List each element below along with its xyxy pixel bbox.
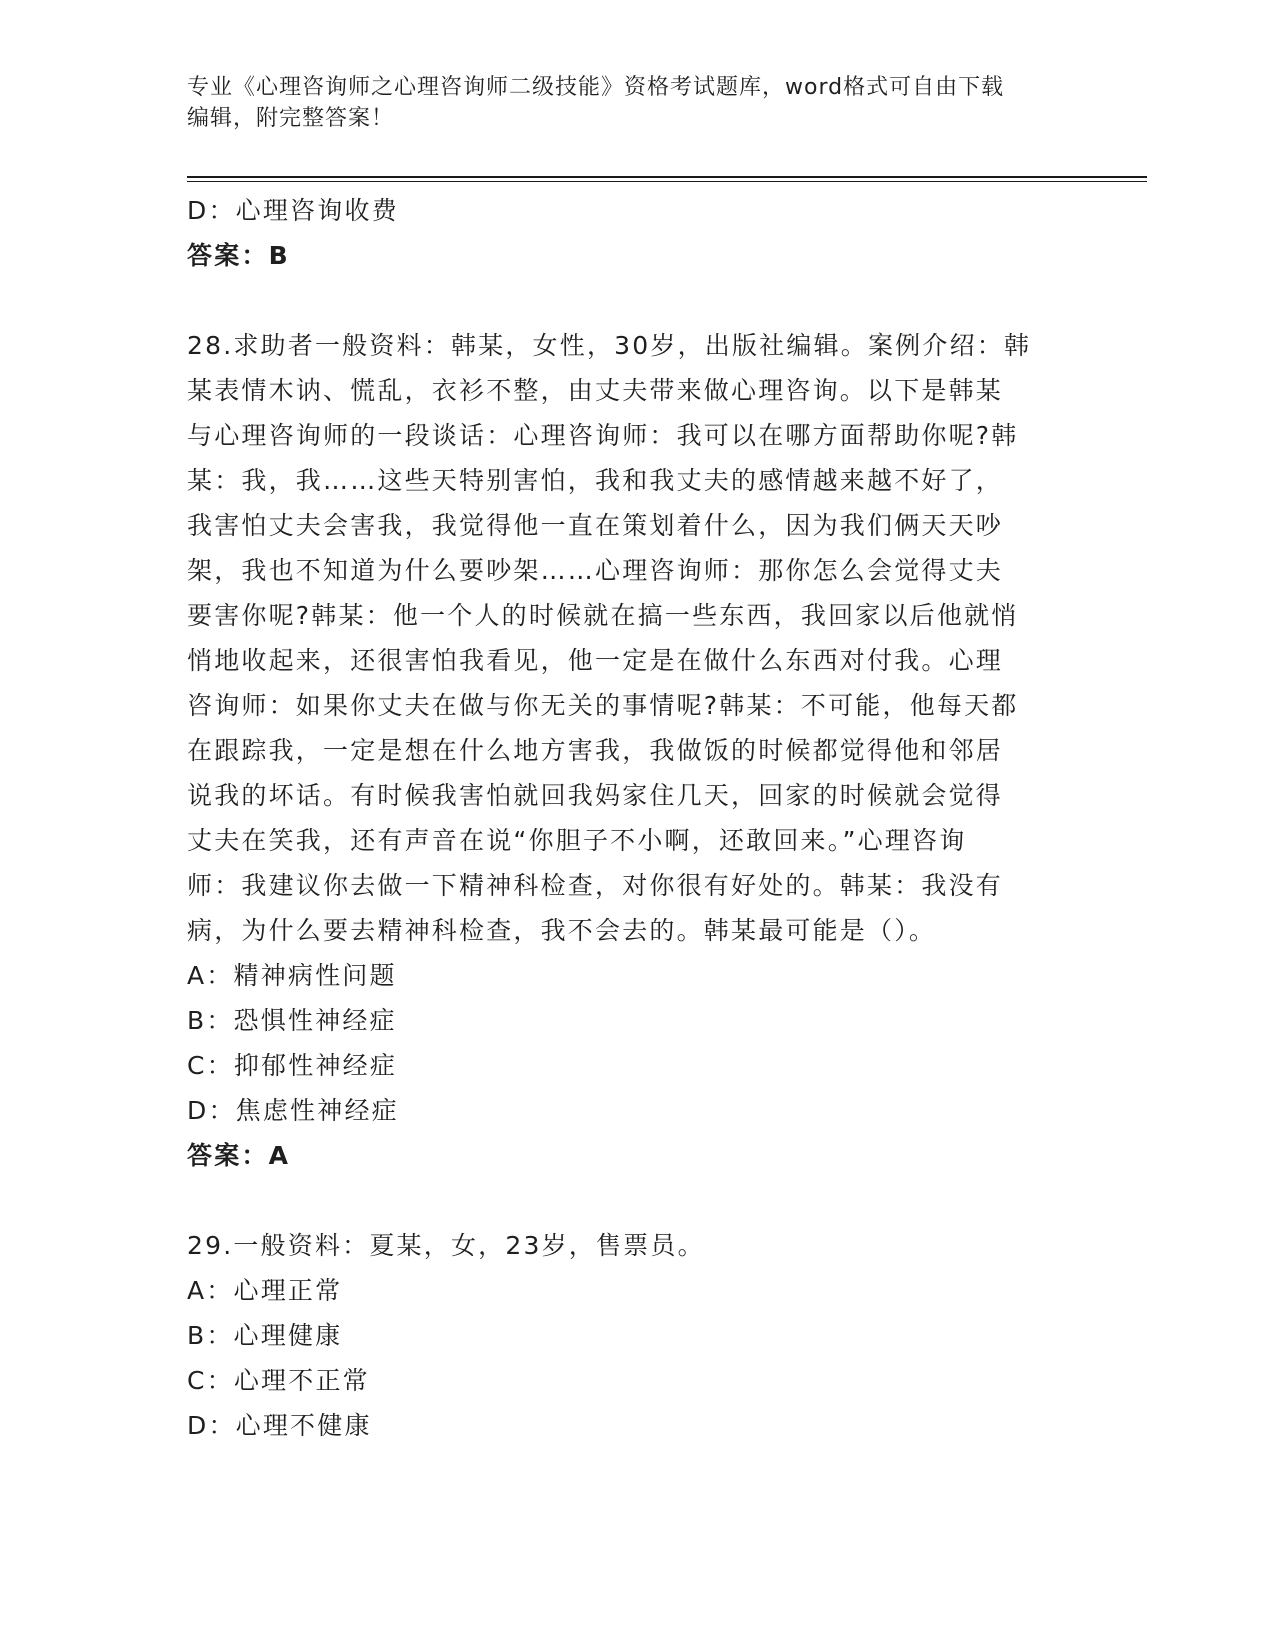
q28-stem-line: 在跟踪我，一定是想在什么地方害我，我做饭的时候都觉得他和邻居 [187, 736, 1004, 765]
document-body [187, 188, 1087, 1448]
q28-option-b: B：恐惧性神经症 [187, 1006, 397, 1035]
header-rule-thick [187, 176, 1147, 178]
q29-option-c: C：心理不正常 [187, 1366, 370, 1395]
q28-stem-line: 丈夫在笑我，还有声音在说“你胆子不小啊，还敢回来。”心理咨询 [187, 826, 967, 855]
q28-stem-line: 悄地收起来，还很害怕我看见，他一定是在做什么东西对付我。心理 [187, 646, 1004, 675]
question-29 [187, 1223, 1087, 1448]
prev-answer: 答案：B [187, 241, 290, 270]
prev-option-d: D：心理咨询收费 [187, 196, 399, 225]
spacer [187, 1178, 1087, 1223]
q28-stem-line: 我害怕丈夫会害我，我觉得他一直在策划着什么，因为我们俩天天吵 [187, 511, 1004, 540]
q28-option-c: C：抑郁性神经症 [187, 1051, 398, 1080]
q28-option-d: D：焦虑性神经症 [187, 1096, 399, 1125]
q28-stem-line: 28.求助者一般资料：韩某，女性，30岁，出版社编辑。案例介绍：韩 [187, 331, 1032, 360]
q28-stem-line: 师：我建议你去做一下精神科检查，对你很有好处的。韩某：我没有 [187, 871, 1004, 900]
q29-stem: 29.一般资料：夏某，女，23岁，售票员。 [187, 1231, 705, 1260]
q28-answer: 答案：A [187, 1141, 291, 1170]
q29-option-a: A：心理正常 [187, 1276, 343, 1305]
q28-stem-line: 要害你呢?韩某：他一个人的时候就在搞一些东西，我回家以后他就悄 [187, 601, 1019, 630]
spacer [187, 278, 1087, 323]
q28-stem-line: 架，我也不知道为什么要吵架……心理咨询师：那你怎么会觉得丈夫 [187, 556, 1004, 585]
q29-option-b: B：心理健康 [187, 1321, 343, 1350]
q28-option-a: A：精神病性问题 [187, 961, 397, 990]
q28-stem-line: 某表情木讷、慌乱，衣衫不整，由丈夫带来做心理咨询。以下是韩某 [187, 376, 1004, 405]
header-line-2: 编辑，附完整答案！ [187, 106, 395, 131]
q28-stem-line: 与心理咨询师的一段谈话：心理咨询师：我可以在哪方面帮助你呢?韩 [187, 421, 1019, 450]
q28-stem-line: 咨询师：如果你丈夫在做与你无关的事情呢?韩某：不可能，他每天都 [187, 691, 1019, 720]
q28-stem-line: 说我的坏话。有时候我害怕就回我妈家住几天，回家的时候就会觉得 [187, 781, 1004, 810]
q28-stem-line: 病，为什么要去精神科检查，我不会去的。韩某最可能是（）。 [187, 916, 937, 945]
q28-stem-line: 某：我，我……这些天特别害怕，我和我丈夫的感情越来越不好了， [187, 466, 1004, 495]
header-rule-thin [187, 181, 1147, 182]
q29-option-d: D：心理不健康 [187, 1411, 372, 1440]
page-header [187, 72, 1067, 134]
header-line-1: 专业《心理咨询师之心理咨询师二级技能》资格考试题库，word格式可自由下载 [187, 75, 1005, 100]
question-28 [187, 323, 1087, 1178]
